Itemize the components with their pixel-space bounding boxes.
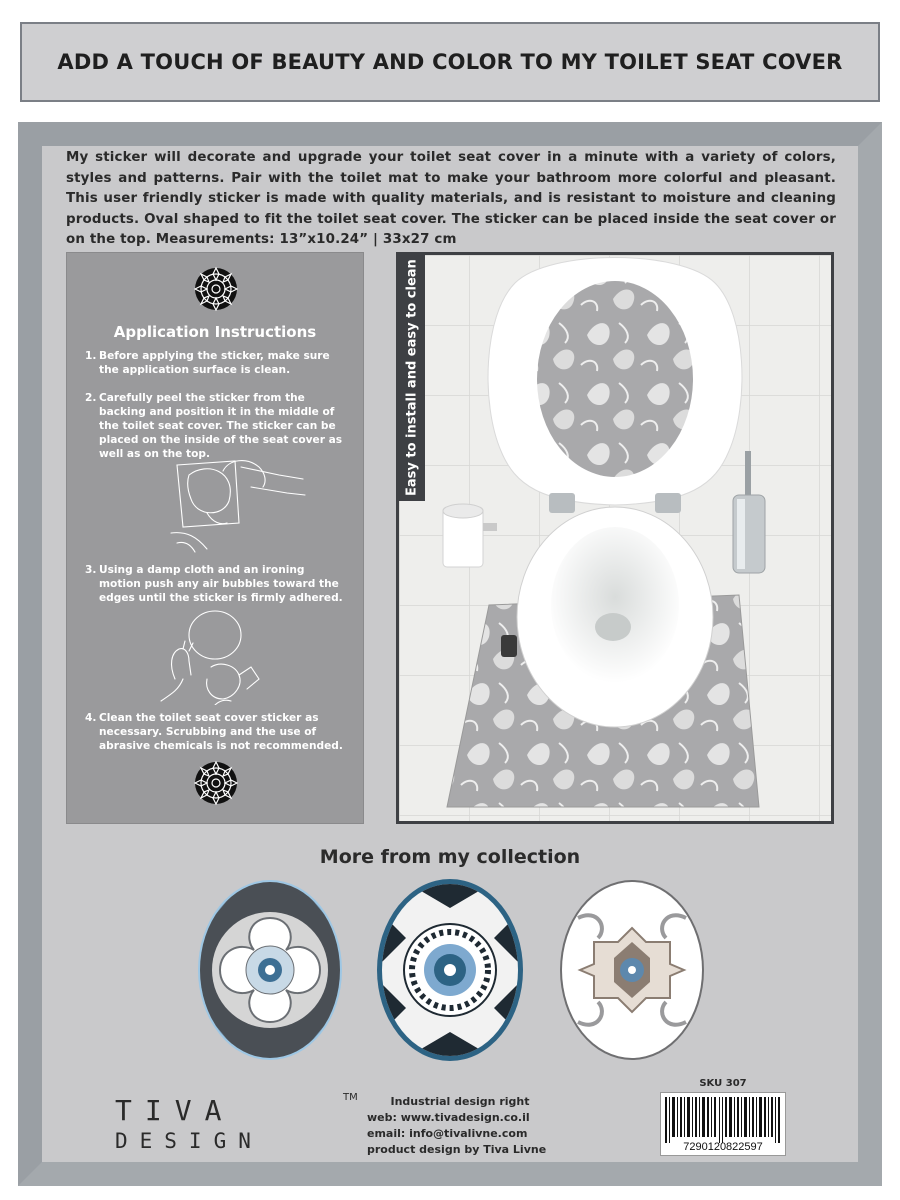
photo-side-label: Easy to install and easy to clean — [399, 255, 425, 501]
collection-sticker-2[interactable] — [376, 878, 524, 1062]
mandala-ornament-icon — [194, 267, 238, 311]
collection-sticker-1[interactable] — [196, 878, 344, 1062]
logo-trademark: TM — [343, 1092, 358, 1103]
smooth-sticker-sketch-icon — [155, 609, 275, 705]
barcode — [660, 1092, 786, 1156]
logo-tiva: TIVA — [115, 1094, 235, 1127]
product-photo — [396, 252, 834, 824]
toilet-scene-illustration — [399, 255, 831, 821]
instruction-step-2: 2. Carefully peel the sticker from the backing and position it in the middle of the toilet seat cover. The sticker can be placed on the inside of the seat cover as well as on the top. — [85, 392, 343, 460]
logo-design: DESIGN — [115, 1129, 263, 1153]
peel-sticker-sketch-icon — [167, 453, 307, 553]
barcode-bars-icon — [661, 1095, 785, 1143]
instruction-step-3: 3. Using a damp cloth and an ironing motion push any air bubbles toward the edges until the sticker is firmly adhered. — [85, 564, 343, 604]
barcode-number: 7290120822597 — [683, 1141, 763, 1153]
brand-logo — [115, 1092, 358, 1153]
contact-web: web: www.tivadesign.co.il — [367, 1111, 530, 1124]
contact-title: Industrial design right — [390, 1095, 530, 1108]
instruction-step-1: 1. Before applying the sticker, make sure the application surface is clean. — [85, 350, 330, 376]
collection-title: More from my collection — [319, 846, 581, 868]
contact-email: email: info@tivalivne.com — [367, 1127, 528, 1140]
instructions-panel — [66, 252, 364, 824]
page-header — [20, 22, 880, 102]
contact-info — [367, 1094, 553, 1158]
page-title: ADD A TOUCH OF BEAUTY AND COLOR TO MY TOILET SEAT COVER — [57, 50, 843, 74]
contact-credit: product design by Tiva Livne — [367, 1143, 547, 1156]
instructions-title: Application Instructions — [113, 323, 317, 341]
collection-sticker-3[interactable] — [558, 878, 706, 1062]
seat-cover-sticker — [537, 281, 693, 477]
instruction-step-4: 4. Clean the toilet seat cover sticker as necessary. Scrubbing and the use of abrasive chemicals is not recommended. — [85, 712, 343, 752]
sku-label: SKU 307 — [699, 1078, 747, 1089]
product-description: My sticker will decorate and upgrade your toilet seat cover in a minute with a variety of colors, styles and patterns. Pair with the toilet mat to make your bathroom more colorful and pleasant. This user friendly sticker is made with quality materials, and is resistant to moisture and cleaning products. Oval shaped to fit the toilet seat cover. The sticker can be placed inside the seat cover or on the top. Measurements: 13”x10.24” | 33x27 cm — [66, 150, 836, 247]
mandala-ornament-bottom-icon — [194, 761, 238, 805]
